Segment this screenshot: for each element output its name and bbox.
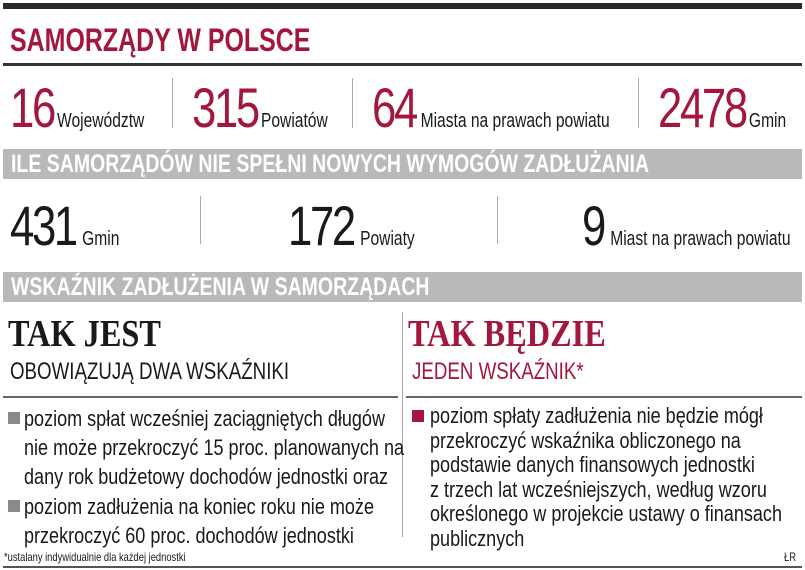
divider [200, 196, 201, 244]
noncompliant-counties: 172 Powiaty [288, 194, 415, 257]
left-heading: TAK JEST [8, 313, 161, 355]
top-rule [3, 3, 802, 9]
section-band-debt-ratio: WSKAŹNIK ZADŁUŻENIA W SAMORZĄDACH [3, 272, 802, 302]
page-title: SAMORZĄDY W POLSCE [10, 22, 311, 58]
left-rule [3, 396, 398, 398]
right-bullet-1: poziom spłaty zadłużenia nie będzie mógł przekroczyć wskaźnika obliczonego na podstawie danych finansowych jednostki z trzech lat wcześniejszych, według wzoru określonego w projekcie ustawy o finansach publicznych [412, 404, 805, 551]
noncompliant-communes: 431 Gmin [10, 194, 120, 257]
count-voivodeships: 16 Województw [10, 76, 145, 139]
divider [172, 78, 173, 128]
footnote: *ustalany indywidualnie dla każdej jednostki [4, 550, 186, 564]
right-heading: TAK BĘDZIE [408, 313, 606, 355]
right-subheading: JEDEN WSKAŹNIK* [412, 358, 584, 385]
noncompliant-cities: 9 Miast na prawach powiatu [582, 194, 791, 257]
left-bullet-2: poziom zadłużenia na koniec roku nie może przekroczyć 60 proc. dochodów jednostki [8, 492, 451, 550]
right-rule [406, 396, 802, 398]
section-band-noncompliant: ILE SAMORZĄDÓW NIE SPEŁNI NOWYCH WYMOGÓW ZADŁUŻANIA [3, 149, 802, 179]
divider [638, 78, 639, 128]
credit: ŁR [784, 550, 796, 564]
bottom-rule [3, 566, 802, 568]
divider [497, 196, 498, 244]
title-rule [3, 63, 802, 66]
count-communes: 2478 Gmin [658, 76, 787, 139]
bullet-square-icon [8, 412, 20, 424]
bullet-square-icon [412, 410, 424, 422]
left-bullet-1: poziom spłat wcześniej zaciągniętych długów nie może przekroczyć 15 proc. planowanych na dany rok budżetowy dochodów jednostki oraz [8, 404, 487, 491]
count-cities: 64 Miasta na prawach powiatu [372, 76, 610, 139]
left-subheading: OBOWIĄZUJĄ DWA WSKAŹNIKI [10, 358, 290, 385]
divider [352, 78, 353, 128]
count-counties: 315 Powiatów [192, 76, 328, 139]
bullet-square-icon [8, 500, 20, 512]
